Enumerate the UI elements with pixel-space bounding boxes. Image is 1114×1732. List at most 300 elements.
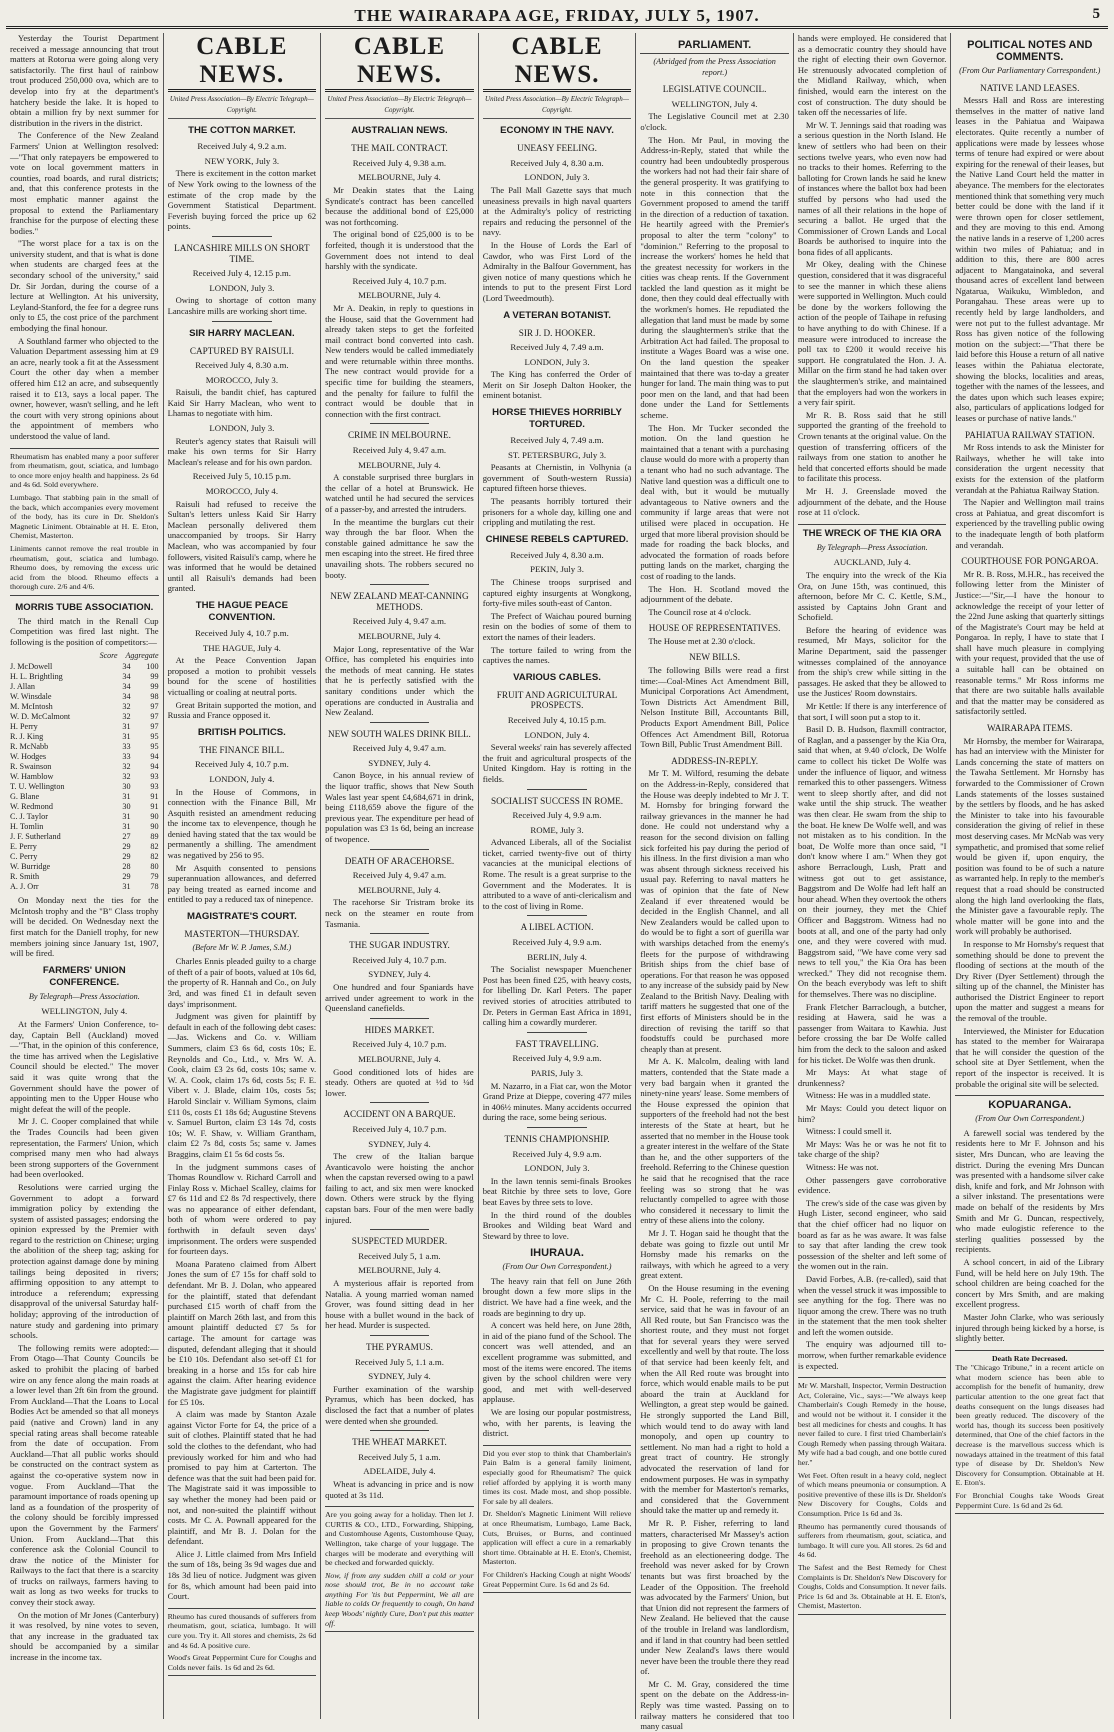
article-paragraph: The original bond of £25,000 is to be forfeited, though it is understood that the Government does not intend to deal harshly with the syndicate. <box>325 229 474 272</box>
received-time: Received July 4, 10.7 p.m. <box>194 627 289 638</box>
wire-credit: United Press Association—By Electric Telegraph—Copyright. <box>483 94 632 119</box>
article-paragraph: At the Farmers' Union Conference, to-day, Captain Bell (Auckland) moved—"That, in the opinion of this conference, the time has arrived when the Legislative Council should be elected." The mover said it was quite wrong that the Government should have the power of appointing men to the Upper House who might defeat the will of the people. <box>10 1019 159 1114</box>
dateline: PARIS, July 3. <box>531 1067 584 1078</box>
received-time: Received July 4, 7.49 a.m. <box>510 435 604 446</box>
headline: TENNIS CHAMPIONSHIP. <box>504 1133 610 1144</box>
article-paragraph: In the lawn tennis semi-finals Brookes beat Ritchie by three sets to love, Gore beat Eaves by three sets to love. <box>482 1175 632 1207</box>
section-banner: CABLE NEWS. <box>483 33 632 92</box>
article-paragraph: At the Peace Convention Japan proposed a motion to prohibit vessels bound for the scene of hostilities victualling or coaling at neutral ports. <box>167 655 317 697</box>
score-value: 29 <box>122 852 131 862</box>
article-paragraph: In the House of Lords the Earl of Cawdor, who was First Lord of the Admiralty in the Balfour Government, has given notice of many questions which he intends to put to the present First Lord (Lord Tweedmouth). <box>482 239 632 303</box>
headline: THE PYRAMUS. <box>366 1342 433 1352</box>
article-paragraph: The enquiry was adjourned till to-morrow, when further remarkable evidence is expected. <box>797 1339 947 1371</box>
competitor-name: R. Swainson <box>10 762 52 772</box>
article-paragraph: The following remits were adopted:—From Otago—That County Councils be asked to prohibit the placing of barbed wire on any fence along the main roads at a lower level than 2ft 6in from the ground. From Auckland—That the Loans to Local Bodies Act be amended so that all moneys paid (native and Crown) land in any special rating areas shall become rateable from the date of occupation. From Auckland—That all public works should be constructed on the contract system as against the co-operative system now in vogue. From Auckland—That the paramount importance of roads opening up land as a foundation of the prosperity of the colony should be forcibly impressed upon the Government by the Farmers' Union. From Auckland—That this conference ask the Colonial Council to draw the notice of the Minister for Railways to the fact that there is a scarcity of trucks on railways, farmers having to wait as long as two weeks for trucks to convey their stock away. <box>10 1342 159 1608</box>
received-time: Received July 4, 9.47 a.m. <box>352 445 447 456</box>
competitor-name: W. Burridge <box>10 862 51 872</box>
score-value: 27 <box>122 832 131 842</box>
article-paragraph: Mr Hornsby, the member for Wairarapa, has had an interview with the Minister for Lands concerning the state of matters on the Tawaha Settlement. Mr Hornsby has forwarded to the Commissioner of Crown Lands statements of the losses sustained by the settlers by floods, and he has asked the Minister to take into his favourable consideration the giving of relief in these most deserving cases. Mr McNab was very sympathetic, and promised that some relief would be given if, upon enquiry, the position was found to be of such a nature as warranted help. In reply to the member's request that a road should be constructed along the high land overlooking the flats, the Minister gave a favourable reply. The whole matter will be gone into and the work will probably be authorised. <box>955 735 1105 937</box>
article-paragraph: The Socialist newspaper Muenchener Post has been fined £25, with heavy costs, for libelling Dr. Karl Peters. The paper revived stories of atrocities attributed to Dr. Peters in German East Africa in 1891, calling him a cowardly murderer. <box>482 964 632 1028</box>
dateline: LONDON, July 3. <box>209 423 275 434</box>
article-paragraph: A concert was held here, on June 28th, in aid of the piano fund of the School. The concert was well attended, and an excellent programme was submitted, and most of the items were encored. The items given by the school children were very good, and met with well-deserved applause. <box>482 1320 632 1405</box>
aggregate-value: 93 <box>150 782 159 792</box>
dateline: MOROCCO, July 4. <box>205 486 279 497</box>
dateline: LONDON, July 4. <box>524 729 590 740</box>
article-paragraph: The crew of the Italian barque Avanticavolo were hoisting the anchor when the capstan reversed owing to a pawl failing to act, and six men were knocked down. Others were struck by the flying capstan bars. Four of the men were badly injured. <box>325 1151 474 1225</box>
ad-text: For Children's Hacking Cough at night Woods' Great Peppermint Cure. 1s 6d and 2s 6d. <box>482 1569 632 1589</box>
article-paragraph: Wheat is advancing in price and is now quoted at 3s 11d. <box>325 1478 474 1500</box>
advertisement <box>10 448 159 596</box>
dateline: PEKIN, July 3. <box>530 564 584 575</box>
headline: HORSE THIEVES HORRIBLY TORTURED. <box>492 407 622 431</box>
article-paragraph: Good conditioned lots of hides are steady. Others are quoted at ½d to ¼d lower. <box>325 1066 474 1098</box>
article-paragraph: Raisuli had refused to receive the Sultan's letters unless Kaid Sir Harry Maclean personally delivered them unaccompanied by troops. Sir Harry Maclean, who was accompanied by four followers, visited Raisuli's camp, where he was informed that he would be detained until all Raisuli's demands had been granted. <box>167 498 317 594</box>
aggregate-value: 82 <box>150 852 159 862</box>
advertisement <box>483 1445 632 1593</box>
byline: (From Our Own Correspondent.) <box>975 1114 1085 1124</box>
headline: A VETERAN BOTANIST. <box>503 309 611 321</box>
article-paragraph: Before the hearing of evidence was resumed, Mr Mays, solicitor for the Marine Department, said the passenger witnesses complained of the annoyance from the ship's crew while sitting in the passages. He asked that they be allowed to use the Justices' Room downstairs. <box>797 624 947 699</box>
article-paragraph: The Council rose at 4 o'clock. <box>648 606 752 617</box>
testimony-line: Witness: I could smell it. <box>805 1126 892 1137</box>
score-value: 30 <box>122 782 131 792</box>
subheadline: CAPTURED BY RAISULI. <box>189 345 294 356</box>
score-table-header <box>10 651 159 662</box>
aggregate-value: 94 <box>150 752 159 762</box>
dateline: SYDNEY, July 4. <box>368 1371 431 1382</box>
headline: NEW ZEALAND MEAT-CANNING METHODS. <box>330 591 469 612</box>
article-paragraph: Charles Ennis pleaded guilty to a charge of theft of a pair of boots, valued at 10s 6d, the property of R. Hannah and Co., on July 3rd, and was fined £1 in default seven days' imprisonment. <box>167 956 317 1009</box>
article-paragraph: David Forbes, A.B. (re-called), said that when the vessel struck it was impossible to see anything for the fog. There was no liquor among the crew. There was no truth in the statement that the men took shelter and left the women outside. <box>797 1273 947 1337</box>
headline: ACCIDENT ON A BARQUE. <box>343 1109 456 1120</box>
article-paragraph: Mr R. B. Ross, M.H.R., has received the following letter from the Minister of Justice:—"Sir,—I have the honour to acknowledge the receipt of your letter of the 22nd June asking that quarterly sittings of the Magistrate's Court may be held at Pongaroa. In reply, I have to state that I shall have much pleasure in complying with your request, provided that the use of a suitable hall can be obtained on reasonable terms." Mr Ross informs me that there are two suitable halls available and that the matter may be considered as satisfactorily settled. <box>955 568 1105 717</box>
score-row <box>10 792 159 802</box>
aggregate-value: 93 <box>150 772 159 782</box>
article-paragraph: The Napier and Wellington mail trains cross at Pahiatua, and great discomfort is experienced by the travelling public owing to the inadequate length of both platform and verandah. <box>955 497 1105 550</box>
aggregate-value: 95 <box>150 732 159 742</box>
headline: SOCIALIST SUCCESS IN ROME. <box>490 795 624 806</box>
score-row <box>10 752 159 762</box>
dateline: MOROCCO, July 3. <box>205 374 279 385</box>
columns <box>6 33 1108 1732</box>
dateline: WELLINGTON, July 4. <box>671 98 758 109</box>
column-7 <box>951 33 1108 1719</box>
article-paragraph: Mr Okey, dealing with the Chinese question, considered that it was disgraceful to see the manner in which these aliens were supported in Wellington. Much could be done by the workers following the action of the people of Taihape in refusing to have anything to do with Chinese. If a measure were introduced to increase the poll tax to £200 it would receive his support. He congratulated the Hon. J. A. Millar on the firm stand he had taken over the slaughtermen's strike, and maintained that the employers had won the workers in a very fair spirit. <box>797 259 947 408</box>
score-row <box>10 722 159 732</box>
article-paragraph: In response to Mr Hornsby's request that something should be done to prevent the flooding of sections at the mouth of the Dry River (Dyer Settlement) through the silting up of the channel, the Minister has authorised the District Engineer to report upon the matter and suggest a means for the removal of the trouble. <box>955 938 1105 1024</box>
headline: THE WHEAT MARKET. <box>352 1437 447 1448</box>
article-paragraph: hands were employed. He considered that as a democratic country they should have the right of electing their own Governor. He strenuously advocated completion of the Midland Railway, which, when finished, would earn the interest on the cost of construction. The duty should be taken off the necessaries of life. <box>797 33 947 118</box>
score-row <box>10 822 159 832</box>
competitor-name: W. Hodges <box>10 752 47 762</box>
divider <box>370 423 429 424</box>
dateline: LONDON, July 4. <box>209 773 275 784</box>
article-paragraph: Mr J. C. Cooper complained that while the Trades Councils had been given representation, the Farmers' Union, which comprised many men who had always been strong supporters of the Government had been overlooked. <box>10 1116 159 1180</box>
article-paragraph: Mr A. Deakin, in reply to questions in the House, said that the Government had already taken steps to get the forfeited mail contract bond converted into cash. New tenders would be called immediately and were returnable within three months. The new contract would provide for a specific time for building the steamers, and the penalty for failure to fulfil the contract would be double that in connection with the first contract. <box>325 302 474 419</box>
article-paragraph: The racehorse Sir Tristram broke its neck on the steamer en route from Tasmania. <box>325 897 474 929</box>
column-3 <box>321 33 479 1719</box>
column-6 <box>794 33 952 1719</box>
page-number: 5 <box>1092 6 1100 22</box>
competitor-name: G. Blane <box>10 792 40 802</box>
article-paragraph: Major Long, representative of the War Office, has completed his enquiries into the methods of meat canning. He states that he is perfectly satisfied with the sanitary conditions under which the operations are conducted in Australia and New Zealand. <box>325 643 474 718</box>
article-paragraph: The Hon. Mr Paul, in moving the Address-in-Reply, stated that while the country had been undoubtedly prosperous the workers had not had their fair share of the general prosperity. It was gratifying to note in this connection that the Government proposed to amend the tariff in the direction of a reduction of taxation. He heartily agreed with the Premier's proposal to alter the term "colony" to "dominion." Referring to the proposal to increase the workers' homes he held that the greatest necessity for workers in the cities was cheap rents. If the Government tackled the land question as it might be done, then they could deal effectually with the workmen's homes. He repudiated the allegation that land must be made by some during the slaughtermen's strike that the Arbitration Act had failed. The proposal to institute a Wages Board was a wise one. On the land question the speaker maintained that there was to-day a greater hunger for land. The main thing was to put poor men on the land, and that had been done under the Land for Settlements scheme. <box>640 134 789 420</box>
score-row <box>10 832 159 842</box>
divider <box>370 1430 429 1431</box>
ad-text: Did you ever stop to think that Chamberlain's Pain Balm is a general family liniment, especially good for Rheumatism? The quick relief afforded by applying it is worth many times its cost. Made most, and shop possible. For sale by all dealers. <box>482 1448 632 1506</box>
magistrate-note: (Before Mr W. P. James, S.M.) <box>192 942 292 952</box>
article-paragraph: Peasants at Chernistin, in Volhynia (a government of South-western Russia) captured fifteen horse thieves. <box>482 462 632 494</box>
competitor-name: C. J. Taylor <box>10 812 48 822</box>
aggregate-value: 79 <box>150 872 159 882</box>
testimony-line: Witness: He was in a muddled state. <box>805 1090 931 1101</box>
article-paragraph: Mr Ross intends to ask the Minister for Railways, whether he will take into consideration the urgent necessity that exists for the extension of the platform verandah at the Pahiatua Railway Station. <box>955 442 1105 495</box>
aggregate-value: 78 <box>150 882 159 892</box>
aggregate-header: Aggregate <box>125 650 159 660</box>
article-paragraph: There is excitement in the cotton market of New York owing to the lowness of the estimate of the crop made by the Government Statistical Department. Feverish buying forced the price up 62 points. <box>167 168 317 232</box>
headline: THE COTTON MARKET. <box>188 125 296 137</box>
competitor-name: W. D. McCalmont <box>10 712 71 722</box>
dateline: SYDNEY, July 4. <box>368 1138 431 1149</box>
headline: VARIOUS CABLES. <box>513 671 601 683</box>
score-value: 32 <box>122 772 131 782</box>
article-paragraph: Raisuli, the bandit chief, has captured Kaid Sir Harry Maclean, who went to Lhamas to negotiate with him. <box>167 387 317 419</box>
article-paragraph: Master John Clarke, who was seriously injured through being kicked by a horse, is slightly better. <box>955 1311 1105 1344</box>
received-time: Received July 4, 9.9 a.m. <box>512 1053 602 1064</box>
aggregate-value: 98 <box>150 692 159 702</box>
headline: FARMERS' UNION CONFERENCE. <box>42 964 126 988</box>
column-1 <box>6 33 164 1719</box>
article-paragraph: The Chinese troops surprised and captured eighty insurgents at Wongkong, forty-five miles south-east of Canton. <box>482 577 632 609</box>
ad-text: Lumbago. That stabbing pain in the small of the back, which accompanies every movement of the body, has its cure in Dr. Sheldon's Magnetic Liniment. Obtainable at H. E. Eton, Chemist, Masterton. <box>10 492 159 541</box>
article-paragraph: Other passengers gave corroborative evidence. <box>797 1174 947 1196</box>
column-4 <box>479 33 637 1719</box>
score-value: 28 <box>122 862 131 872</box>
headline: ECONOMY IN THE NAVY. <box>500 125 614 137</box>
article-paragraph: Great Britain supported the motion, and Russia and France opposed it. <box>167 699 317 721</box>
dateline: WELLINGTON, July 4. <box>41 1006 128 1017</box>
ad-text: Rheumatism has enabled many a poor sufferer from rheumatism, gout, sciatica, and lumbago to once more enjoy health and happiness. 2s 6d and 4s 6d. Sold everywhere. <box>10 451 159 490</box>
article-paragraph: Judgment was given for plaintiff by default in each of the following debt cases:—Jas. Wickens and Co. v. William Summers, claim £3 6s 6d, costs 10s; E. Reynolds and Co., Ltd., v. Mrs W. A. Cook, claim £3 2s 6d, costs 10s; same v. W. A. Cook, claim 17s 6d, costs 5s; F. E. Vibert v. J. Blade, claim 10s, costs 5s; Harold Sinclair v. William Symons, claim £11 0s, costs £1 18s 6d; Augustine Stevens v. Samuel Burton, claim £3 14s 7d, costs 10s; W. F. Shaw, v. William Grantham, claim £2 7s 8d, costs 5s; same v. James Braggins, claim £1 5s 6d costs 5s. <box>167 1011 317 1159</box>
article-southland-farmer: A Southland farmer who objected to the Valuation Department assessing him at £9 an acre, nearly took a fit at the Assessment Court the other day when a member offered him £12 an acre, and subsequently raised it to £13, says a local paper. The owner, however, wasn't selling, and he left the court with very strong opinions about the appointment of members who understood the value of land. <box>10 335 159 441</box>
score-value: 30 <box>122 802 131 812</box>
article-paragraph: Alice J. Little claimed from Mrs Infield the sum of 18s, being 3s 9d wages due and 18s 3d lieu of notice. Judgment was given for 8s, which amount had been paid into Court. <box>167 1548 317 1602</box>
article-paragraph: Messrs Hall and Ross are interesting themselves in the matter of native land leases in the Pahiatua and Waipawa electorates. Quite recently a number of applications were made by lessees whose terms of tenure had expired or were about expiring for the renewal of their leases, but the Native Land Court held the matter in abeyance. The members for the electorates mentioned think that something very much better could be done with the land if it were thrown open for closer settlement, and they are moving to this end. Among the native lands in a reserve of 1,200 acres within two miles of Pahiatua; and in addition to this, there are 800 acres adjacent to Mangatainoka, and several thousand acres of excellent land between Ngatarua, Waikuku, Wimbledon, and Porangahau. These areas were up to recently held by large landholders, and were not put to the fullest advantage. Mr Ross has given notice of the following motion on the subject:—"That there be laid before this House a return of all native leases within the Pahiatua electorate, showing the blocks, localities and areas, together with the names of the lessees, and the dates upon which such leases expire; also, particulars of applications lodged for leases or purchase of native lands." <box>955 95 1105 423</box>
divider <box>370 722 429 723</box>
section-banner: CABLE NEWS. <box>325 33 474 92</box>
received-time: Received July 4, 9.47 a.m. <box>352 870 447 881</box>
score-row <box>10 772 159 782</box>
headline: SUSPECTED MURDER. <box>351 1236 448 1247</box>
competitor-name: J. Allan <box>10 682 36 692</box>
article-paragraph: Canon Boyce, in his annual review of the liquor traffic, shows that New South Wales last year spent £4,684,671 in drink, being £118,659 above the figure of the previous year. The expenditure per head of population was £3 1s 6d, being an increase of twopence. <box>325 770 474 845</box>
ad-text: Rheumo has permanently cured thousands of sufferers from rheumatism, gout, sciatica, and lumbago. It will cure you. All stores. 2s 6d and 4s 6d. <box>797 1521 947 1560</box>
article-paragraph: On the motion of Mr Jones (Canterbury) it was resolved, by nine votes to seven, that any increase in the graduated tax should be accompanied by a similar increase in the income tax. <box>10 1609 159 1663</box>
article-paragraph: In the third round of the doubles Brookes and Wilding beat Ward and Steward by three to love. <box>482 1209 632 1241</box>
article-paragraph: Mr Kettle: If there is any interference of that sort, I will soon put a stop to it. <box>797 701 947 722</box>
received-time: Received July 4, 9.9 a.m. <box>512 937 602 948</box>
headline: AUSTRALIAN NEWS. <box>351 125 448 137</box>
headline: IHURAUA. <box>530 1247 584 1260</box>
received-time: Received July 4, 12.15 p.m. <box>192 268 291 279</box>
received-time: Received July 4, 10.7 p.m. <box>352 1123 447 1134</box>
article-paragraph: The Hon. Mr Tucker seconded the motion. On the land question he maintained that a tenant with a purchasing clause would do more with a property than a tenant who had no such advantage. The Native land question was a difficult one to deal with, but it would be mutually advantageous to Native owners and the community if large areas that were not utilised were placed in occupation. He urged that more liberal provision should be made for roading the back blocks, and advocated the formation of roads before putting lands on the market, charging the cost of roading to the lands. <box>640 422 789 581</box>
aggregate-value: 99 <box>150 682 159 692</box>
article-paragraph: Moana Parateno claimed from Albert Jones the sum of £7 15s for chaff sold to defendant. Mr B. J. Dolan, who appeared for the plaintiff, stated that defendant purchased £15 worth of chaff from the plaintiff on March 26th last, and from this amount plaintiff deducted £7 5s for cartage. The amount for cartage was disputed, defendant alleging that it should be £10 10s. Defendant also set-off £1 for breaking in a horse and 15s for cab hire against the claim. After hearing evidence the Magistrate gave judgment for plaintiff for £5 10s. <box>167 1258 317 1407</box>
article-paragraph: Mr R. P. Fisher, referring to land matters, characterised Mr Massey's action in proposing to give Crown tenants the freehold as an electioneering dodge. The freehold was never asked for by Crown tenants but was first broached by the Leader of the Opposition. The freehold was advocated by the Farmers' Union, but that Union did not represent the farmers of New Zealand. He believed that the cause of the trouble in Ireland was landlordism, and if land in that country had been settled under New Zealand's laws there would never have been the trouble there they read of. <box>640 1517 789 1677</box>
article-paragraph: The Hon. H. Scotland moved the adjournment of the debate. <box>640 583 789 605</box>
divider <box>370 1102 429 1103</box>
subheadline: FRUIT AND AGRICULTURAL PROSPECTS. <box>496 689 618 711</box>
article-paragraph: In the House of Commons, in connection with the Finance Bill, Mr Asquith resisted an amendment reducing the income tax to elevenpence, though he denied having stated that the tax would be permanently a shilling. The amendment was negatived by 256 to 95. <box>167 786 317 861</box>
score-value: 33 <box>122 752 131 762</box>
dateline: MELBOURNE, July 4. <box>358 884 441 895</box>
ad-text: Now, if from any sudden chill a cold or your nose should trot, Be in no account take anything For 'tis but Peppermint, We all are liable to colds Or frequently to cough, On hand keep Woods' nightly Cure, Don't put this matter off. <box>325 1570 474 1628</box>
subheadline: UNEASY FEELING. <box>517 143 597 154</box>
article-paragraph: Mr A. K. Malcolm, dealing with land matters, contended that the State made a very bad bargain when it granted the ninety-nine years' lease. Some members of the House expressed the opinion that supporters of the freehold had not the best interests of the State at heart, but he asserted that no member in the House took a greater interest in the welfare of the State than he, and the other supporters of the freehold. Referring to the Chinese question he said that he recognised that the race feeling was so strong that he was reluctantly compelled to agree with those who considered it necessary to limit the entry of these aliens into the colony. <box>640 1056 789 1226</box>
divider <box>370 933 429 934</box>
competitor-name: J. F. Sutherland <box>10 832 61 842</box>
ad-text: Dr. Sheldon's Magnetic Liniment Will relieve at once Rheumatism, Lumbago, Lame Back, Cuts, Bruises, or Burns, and continued application will effect a cure in a remarkably short time. Obtainable at H. E. Eton's, Chemist, Masterton. <box>482 1509 632 1567</box>
article-paragraph: The King has conferred the Order of Merit on Sir Joseph Dalton Hooker, the eminent botanist. <box>482 369 632 401</box>
received-time: Received July 4, 10.7 p.m. <box>352 954 447 965</box>
article-university-tax: "The worst place for a tax is on the university student, and that is what is done when students are charged fees at the secondary school of the university," said Dr. Sir Jordan, during the course of a lecture at Wellington. At his university, Leyland-Stanford, the fee for a degree runs only to £5, the cost price of the parchment embodying the final honour. <box>10 238 159 334</box>
article-paragraph: The Prefect of Waichau poured burning resin on the bodies of some of them to extort the names of their leaders. <box>482 610 632 642</box>
column-2 <box>164 33 322 1719</box>
competitor-name: R. J. King <box>10 732 44 742</box>
divider <box>370 1229 429 1230</box>
headline: LANCASHIRE MILLS ON SHORT TIME. <box>174 242 310 264</box>
divider <box>527 915 586 916</box>
testimony-line: Witness: He was not. <box>805 1161 879 1172</box>
article-farmers-resolution: The Conference of the New Zealand Farmers' Union at Wellington resolved:—"That only ratepayers be empowered to vote on local government matters in counties, road boards, and rural districts; and, that this conference protests in the most emphatic manner against the proposal to extend the Parliamentary franchise for the purpose of electing these bodies." <box>10 130 159 236</box>
aggregate-value: 91 <box>150 792 159 802</box>
ad-text: For Bronchial Coughs take Woods Great Peppermint Cure. 1s 6d and 2s 6d. <box>955 1491 1105 1510</box>
subheadline: ADDRESS-IN-REPLY. <box>671 755 759 766</box>
article-paragraph: Resolutions were carried urging the Government to adopt a forward immigration policy by extending the system of assisted passages; endorsing the opinion expressed by the Premier with regard to the restriction on Chinese; urging the abolition of the sheep tag; asking for protection against damage done by mining tailings being deposited in rivers; affirming opposition to any attempt to introduce a referendum; expressing disapproval of the universal Saturday half-holiday; approving of the introduction of nature study and gardening into primary schools. <box>10 1181 159 1341</box>
advertisement <box>798 1377 947 1615</box>
dateline: MELBOURNE, July 4. <box>358 290 441 301</box>
article-paragraph: The House met at 2.30 o'clock. <box>648 635 756 646</box>
dateline: NEW YORK, July 3. <box>204 155 280 166</box>
dateline: AUCKLAND, July 4. <box>833 557 911 568</box>
received-time: Received July 4, 8.30 a.m. <box>510 549 604 560</box>
article-paragraph: We are losing our popular postmistress, who, with her parents, is leaving the district. <box>482 1407 632 1439</box>
article-paragraph: A constable surprised three burglars in the cellar of a hotel at Brunswick. He watched until he had secured the services of a passer-by, and arrested the intruders. <box>325 472 474 514</box>
score-row <box>10 712 159 722</box>
ad-text: The "Chicago Tribune," in a recent article on what modern science has been able to accomplish for the benefit of humanity, drew particular attention to the one great fact that deaths consequent on the lungs diseases had been greatly reduced. The discovery of the world has, though its success been positively determined, that One of the chief factors in the decrease is the marvellous success which is nowadays attained in the treatment of this fatal type of disease by Dr. Sheldon's New Discovery for Consumption. Obtainable at H. E. Eton's. <box>955 1363 1105 1488</box>
competitor-name: H. Perry <box>10 722 38 732</box>
article-paragraph: In the meantime the burglars cut their way through the bar floor. When the constable gained admittance he saw the men escaping into the street. He fired three unavailing shots. The robbers secured no booty. <box>325 516 474 580</box>
advertisement <box>955 1350 1104 1515</box>
masthead-title: THE WAIRARAPA AGE, FRIDAY, JULY 5, 1907. <box>354 6 760 25</box>
aggregate-value: 82 <box>150 842 159 852</box>
score-row <box>10 812 159 822</box>
score-value: 31 <box>122 792 131 802</box>
dateline: SYDNEY, July 4. <box>368 969 431 980</box>
article-paragraph: Advanced Liberals, all of the Socialist ticket, carried twenty-five out of thirty vacancies at the municipal elections of Rome. The result is a great surprise to the Government and the Moderates. It is attributed to a wave of anti-clericalism and to the cost of living in Rome. <box>482 837 632 911</box>
article-paragraph: Further examination of the warship Pyramus, which has been docked, has disclosed the fact that a number of plates were dented when she grounded. <box>325 1383 474 1426</box>
masthead <box>6 6 1108 29</box>
dateline: LONDON, July 3. <box>524 172 590 183</box>
aggregate-value: 95 <box>150 742 159 752</box>
score-row <box>10 862 159 872</box>
score-row <box>10 852 159 862</box>
dateline: ROME, July 3. <box>530 824 584 835</box>
score-row <box>10 842 159 852</box>
article-paragraph: Owing to shortage of cotton many Lancashire mills are working short time. <box>167 295 317 316</box>
article-paragraph: A farewell social was tendered by the residents here to Mr F. Johnson and his sister, Mrs Duncan, who are leaving the district. During the evening Mrs Duncan was presented with a handsome silver cake dish, knife and fork, and Mr Johnson with a silver inkstand. The presentations were made on behalf of the residents by Mrs Smith and Mr G. Duncan, respectively, who made eulogistic reference to the sterling qualities possessed by the recipients. <box>955 1127 1105 1255</box>
ad-text: Rheumo has cured thousands of sufferers from rheumatism, gout, sciatica, lumbago. It will cure you. Try it. All stores and chemists, 2s 6d and 4s 6d. A positive cure. <box>167 1611 317 1650</box>
section-banner: CABLE NEWS. <box>168 33 317 92</box>
score-value: 31 <box>122 812 131 822</box>
received-time: Received July 4, 10.7 p.m. <box>194 759 289 770</box>
score-value: 34 <box>122 692 131 702</box>
headline: CHINESE REBELS CAPTURED. <box>485 533 629 545</box>
article-paragraph: On Monday next the ties for the McIntosh trophy and the "B" Class trophy will be decided. On Wednesday next the first match for the Daniell trophy, for new members joining since January 1st, 1907, will be fired. <box>10 895 159 959</box>
competitor-name: R. McNabb <box>10 742 49 752</box>
received-time: Received July 4, 10.7 p.m. <box>352 1039 447 1050</box>
testimony-line: Mr Mays: Was he or was he not fit to take charge of the ship? <box>797 1138 947 1160</box>
dateline: THE HAGUE, July 4. <box>202 642 281 653</box>
article-paragraph: A mysterious affair is reported from Natalia. A young married woman named Grover, was found sitting dead in her house with a bullet wound in the back of her head. Murder is suspected. <box>325 1278 474 1331</box>
received-time: Received July 4, 10.15 p.m. <box>507 714 607 725</box>
dateline: MELBOURNE, July 4. <box>358 459 441 470</box>
ad-text: Wood's Great Peppermint Cure for Coughs and Colds never fails. 1s 6d and 2s 6d. <box>167 1653 317 1672</box>
competitor-name: H. L. Brightling <box>10 672 63 682</box>
received-time: Received July 4, 10.7 p.m. <box>352 275 447 286</box>
received-time: Received July 4, 9.38 a.m. <box>352 157 447 168</box>
received-time: Received July 4, 9.47 a.m. <box>352 743 447 754</box>
score-row <box>10 782 159 792</box>
divider <box>212 321 271 322</box>
received-time: Received July 5, 1 a.m. <box>358 1451 441 1462</box>
divider <box>370 584 429 585</box>
byline: (From Our Own Correspondent.) <box>502 1262 612 1272</box>
competitor-name: T. U. Wellington <box>10 782 65 792</box>
article-paragraph: The Legislative Council met at 2.30 o'clock. <box>640 111 789 132</box>
received-time: Received July 4, 8.30 a.m. <box>195 360 289 371</box>
competitor-name: A. J. Orr <box>10 882 39 892</box>
subheadline: COURTHOUSE FOR PONGAROA. <box>961 556 1099 567</box>
article-paragraph: Several weeks' rain has severely affected the fruit and agricultural prospects of the United Kingdom. Hay is rotting in the fields. <box>482 742 632 784</box>
divider <box>527 1127 586 1128</box>
score-row <box>10 742 159 752</box>
subheadline: THE MAIL CONTRACT. <box>351 143 448 154</box>
dateline: SYDNEY, July 4. <box>368 757 431 768</box>
score-row <box>10 762 159 772</box>
dateline: BERLIN, July 4. <box>527 951 587 962</box>
aggregate-value: 90 <box>150 822 159 832</box>
headline: PARLIAMENT. <box>640 39 789 54</box>
headline: MAGISTRATE'S COURT. <box>186 911 297 923</box>
aggregate-value: 89 <box>150 832 159 842</box>
wire-credit: United Press Association—By Electric Telegraph—Copyright. <box>168 94 317 119</box>
article-paragraph: The crew's side of the case was given by Hugh Lister, second engineer, who said that the chief officer had no liquor on board as far as he was aware. It was false to say that after landing the crew took possession of the shelter and left some of the women out in the rain. <box>797 1197 947 1272</box>
byline: (From Our Parliamentary Correspondent.) <box>959 66 1101 75</box>
subheadline: NEW BILLS. <box>689 652 741 663</box>
score-value: 31 <box>122 882 131 892</box>
headline: HIDES MARKET. <box>364 1024 435 1035</box>
article-paragraph: Mr W. T. Jennings said that roading was a serious question in the North Island. He knew of settlers who had been on their sections twelve years, who even now had no tracks to their homes. Referring to the balloting for Crown lands he said he knew of instances where the ballot box had been stuffed by persons who had used the names of all their relations in the hope of securing a ballot. He urged that the Commissioner of Crown Lands and Local Boards be authorised to inquire into the bona fides of all applicants. <box>797 119 947 257</box>
score-value: 31 <box>122 822 131 832</box>
received-time: Received July 4, 8.30 a.m. <box>510 157 604 168</box>
article-paragraph: Mr J. T. Hogan said he thought that the debate was going to fizzle out until Mr Hornsby made his remarks on the railways, with which he agreed to a very great extent. <box>640 1227 789 1281</box>
competitor-name: C. Perry <box>10 852 38 862</box>
divider <box>527 789 586 790</box>
article-paragraph: Mr R. B. Ross said that he still supported the granting of the freehold to Crown tenants at the original value. On the question of transferring officers of the railways from one station to another he held that concerted efforts should be made to facilitate this process. <box>797 409 947 484</box>
competitor-name: W. Hamblow <box>10 772 54 782</box>
headline: NEW SOUTH WALES DRINK BILL. <box>328 728 471 739</box>
article-paragraph: The following Bills were read a first time:—Coal-Mines Act Amendment Bill, Municipal Corporations Act Amendment, Town Districts Act Amendment Bill, Nelson Institute Bill, Accountants Bill, Products Export Amendment Bill, Police Offences Act Amendment Bill, Rotorua Town Bill, Public Trust Amendment Bill. <box>640 665 789 750</box>
dateline: ADELAIDE, July 4. <box>363 1466 436 1477</box>
article-paragraph: M. Nazarro, in a Fiat car, won the Motor Grand Prize at Dieppe, covering 477 miles in 406½ minutes. Many accidents occurred during the race, some being serious. <box>482 1080 632 1123</box>
article-paragraph: Basil D. B. Hudson, flaxmill contractor, of Raglan, and a passenger by the Kia Ora, said that when, at 9.40 o'clock, De Wolfe came to collect his ticket De Wolfe was under the influence of liquor, and witness remarked this to other passengers. Witness went to sleep shortly after, and did not wake until the ship struck. The weather was then clear. He swam from the ship to the boat. He knew De Wolfe well, and was not mistaken as to his condition. In the boat, De Wolfe more than once said, "I don't know where I am." When they got ashore Berraclough, Lush, Pratt and witness got out to get assistance, Baggstrom and De Wolfe had left half an hour ahead. When they overtook the others on their journey, they met the Chief Officer and Baggstrom. Witness had no boots at all, and one of the party had only one, and they were covered with mud. Baggstrom said, "We have come very sad news to tell you," the Kia Ora has been wrecked." They did not recognise them. On the beach everybody was left to shift for themselves. There was no discipline. <box>797 724 947 1000</box>
testimony-line: Mr Mays: Could you detect liquor on him? <box>797 1103 947 1124</box>
divider <box>212 236 271 237</box>
article-trout: Yesterday the Tourist Department received a message announcing that trout matters at Rotorua were going along very satisfactorily. The first haul of rainbow trout produced 250,000 ova, which are to develop into fry at the department's hatchery beside the lake. It is hoped to obtain a million fry by next summer for distribution in the rivers in the district. <box>10 33 159 128</box>
received-time: Received July 5, 1 a.m. <box>358 1250 441 1261</box>
received-time: Received July 4, 9.2 a.m. <box>197 141 287 152</box>
score-value: 32 <box>122 712 131 722</box>
aggregate-value: 100 <box>146 662 159 672</box>
aggregate-value: 99 <box>150 672 159 682</box>
wire-credit: United Press Association—By Electric Telegraph—Copyright. <box>325 94 474 119</box>
aggregate-value: 94 <box>150 762 159 772</box>
headline: A LIBEL ACTION. <box>520 922 594 933</box>
competitor-name: W. Winsdale <box>10 692 52 702</box>
competitor-name: R. Smith <box>10 872 40 882</box>
dateline: MELBOURNE, July 4. <box>358 1265 441 1276</box>
subheadline: WAIRARAPA ITEMS. <box>987 723 1073 734</box>
competitor-name: E. Perry <box>10 842 37 852</box>
score-value: 34 <box>122 682 131 692</box>
article-paragraph: The enquiry into the wreck of the Kia Ora, on June 15th, was continued, this afternoon, before Mr C. C. Kettle, S.M., assisted by Captains John Grant and Schofield. <box>797 569 947 623</box>
divider <box>370 849 429 850</box>
byline: By Telegraph—Press Association. <box>28 991 140 1001</box>
score-row <box>10 702 159 712</box>
article-paragraph: The torture failed to wring from the captives the names. <box>482 644 632 666</box>
score-row <box>10 882 159 892</box>
received-time: Received July 4, 9.47 a.m. <box>352 616 447 627</box>
headline: DEATH OF ARACEHORSE. <box>344 855 455 866</box>
aggregate-value: 97 <box>150 712 159 722</box>
dateline: LONDON, July 3. <box>524 1163 590 1174</box>
dateline: ST. PETERSBURG, July 3. <box>507 449 607 460</box>
dateline: LONDON, July 3. <box>524 356 590 367</box>
score-header: Score <box>99 650 118 660</box>
ad-text: Wet Feet. Often result in a heavy cold, neglect of which means pneumonia or consumption. A positive preventive of these ills is Dr. Sheldon's New Discovery for Coughs, Colds and Consumption. Price 1s 6d and 3s. <box>797 1470 947 1518</box>
dateline: MELBOURNE, July 4. <box>358 1053 441 1064</box>
received-time: Received July 4, 9.9 a.m. <box>512 810 602 821</box>
score-value: 34 <box>122 662 131 672</box>
article-paragraph: Mr Deakin states that the Laing Syndicate's contract has been cancelled because the additional bond of £25,000 was not forthcoming. <box>325 184 474 227</box>
aggregate-value: 97 <box>150 722 159 732</box>
aggregate-value: 97 <box>150 702 159 712</box>
headline: BRITISH POLITICS. <box>197 726 286 738</box>
aggregate-value: 90 <box>150 812 159 822</box>
subheadline: SIR J. D. HOOKER. <box>518 327 596 338</box>
article-paragraph: Frank Fletcher Barraclough, a butcher, residing at Hawera, said he was a passenger from Waitara to Kawhia. Just before crossing the bar De Wolfe called him from the deck to the saloon and asked for his ticket. De Wolfe was then drunk. <box>797 1001 947 1065</box>
headline: CRIME IN MELBOURNE. <box>348 430 451 441</box>
headline: THE HAGUE PEACE CONVENTION. <box>195 599 288 623</box>
subheadline: THE FINANCE BILL. <box>199 744 285 755</box>
divider <box>527 1032 586 1033</box>
competitor-name: H. Tomlin <box>10 822 44 832</box>
divider <box>370 1018 429 1019</box>
received-time: Received July 4, 9.9 a.m. <box>512 1148 602 1159</box>
score-value: 31 <box>122 722 131 732</box>
